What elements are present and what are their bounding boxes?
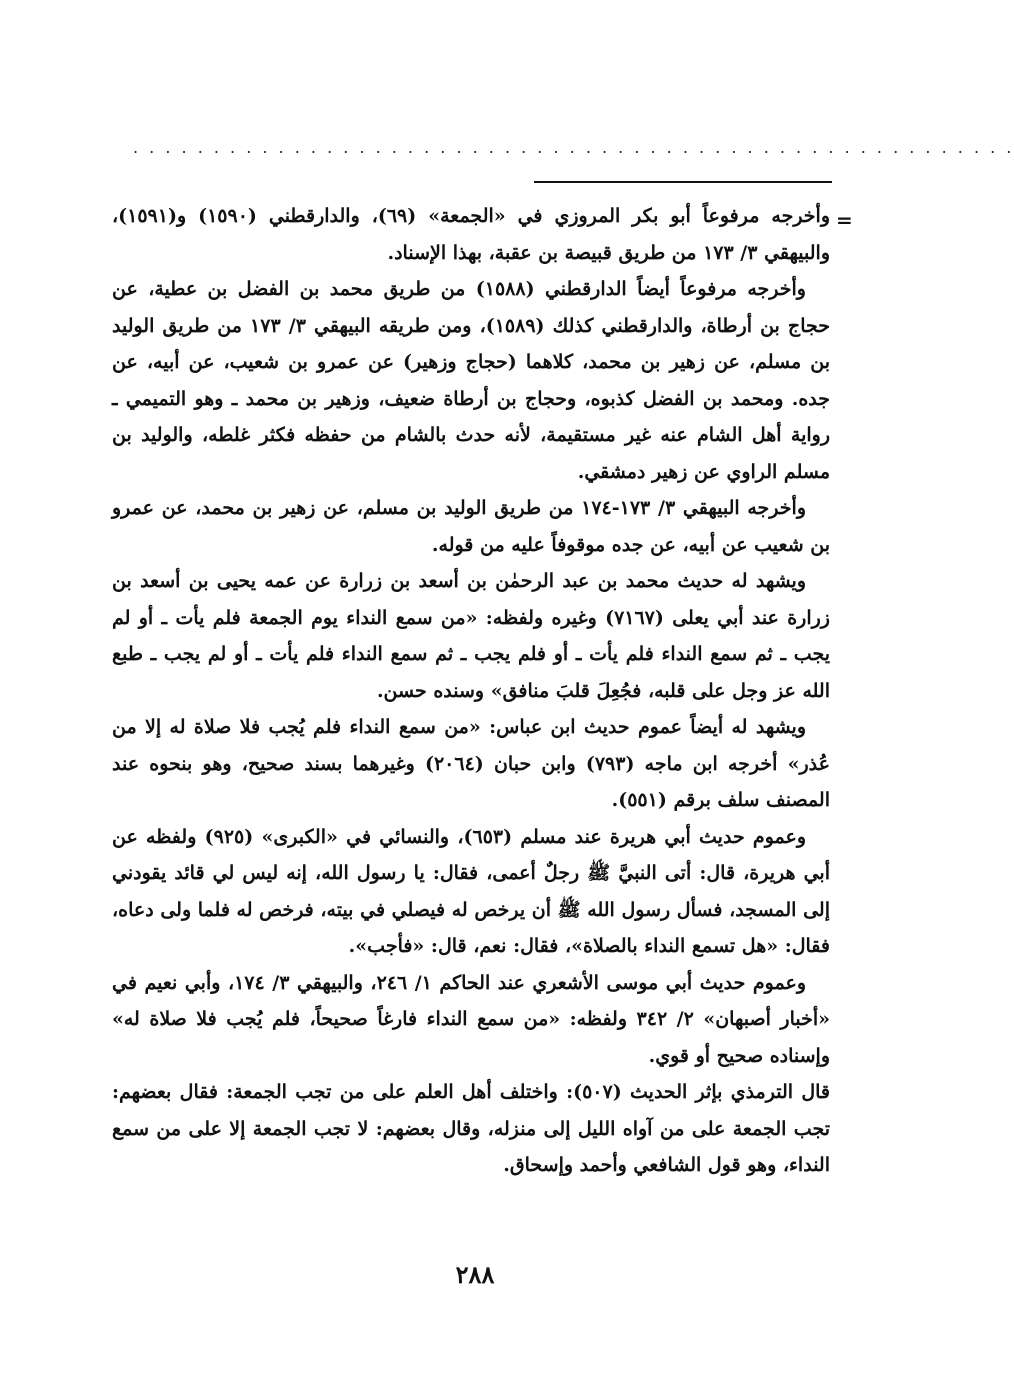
footnote-paragraph: وأخرجه البيهقي ٣/ ١٧٣-١٧٤ من طريق الوليد بن مسلم، عن زهير بن محمد، عن عمرو بن شعيب عن أبيه، عن جده موقوفاً عليه من قوله. [112,497,830,556]
footnote-paragraph: وأخرجه مرفوعاً أيضاً الدارقطني (١٥٨٨) من طريق محمد بن الفضل بن عطية، عن حجاج بن أرطاة، والدارقطني كذلك (١٥٨٩)، ومن طريقه البيهقي ٣/ ١٧٣ من طريق الوليد بن مسلم، عن زهير بن محمد، كلاهما (حجاج وزهير) عن عمرو بن شعيب، عن أبيه، عن جده. ومحمد بن الفضل كذبوه، وحجاج بن أرطاة ضعيف، وزهير بن محمد ـ وهو التميمي ـ رواية أهل الشام عنه غير مستقيمة، لأنه حدث بالشام من حفظه فكثر غلطه، والوليد بن مسلم الراوي عن زهير دمشقي. [112,278,830,483]
footnote-body [112,198,830,1184]
footnote-paragraph: ويشهد له أيضاً عموم حديث ابن عباس: «من سمع النداء فلم يُجب فلا صلاة له إلا من عُذر» أخرجه ابن ماجه (٧٩٣) وابن حبان (٢٠٦٤) وغيرهما بسند صحيح، وهو بنحوه عند المصنف سلف برقم (٥٥١). [112,716,830,811]
continuation-mark: = [836,208,853,232]
footnote-paragraph: وعموم حديث أبي موسى الأشعري عند الحاكم ١/ ٢٤٦، والبيهقي ٣/ ١٧٤، وأبي نعيم في «أخبار أصبهان» ٢/ ٣٤٢ ولفظه: «من سمع النداء فارغاً صحيحاً، فلم يُجب فلا صلاة له» وإسناده صحيح أو قوي. [112,971,830,1067]
footnote-rule [534,181,832,183]
footnote-paragraph: وأخرجه مرفوعاً أبو بكر المروزي في «الجمعة» (٦٩)، والدارقطني (١٥٩٠) و(١٥٩١)، والبيهقي ٣/ ١٧٣ من طريق قبيصة بن عقبة، بهذا الإسناد. [112,205,830,264]
footnote-paragraph: وعموم حديث أبي هريرة عند مسلم (٦٥٣)، والنسائي في «الكبرى» (٩٢٥) ولفظه عن أبي هريرة، قال: أتى النبيَّ ﷺ رجلٌ أعمى، فقال: يا رسول الله، إنه ليس لي قائد يقودني إلى المسجد، فسأل رسول الله ﷺ أن يرخص له فيصلي في بيته، فرخص له فلما ولى دعاه، فقال: «هل تسمع النداء بالصلاة»، فقال: نعم، قال: «فأجب». [112,825,830,957]
footnote-paragraph: ويشهد له حديث محمد بن عبد الرحمٰن بن أسعد بن زرارة عن عمه يحيى بن أسعد بن زرارة عند أبي يعلى (٧١٦٧) وغيره ولفظه: «من سمع النداء يوم الجمعة فلم يأت ـ أو لم يجب ـ ثم سمع النداء فلم يأت ـ أو فلم يجب ـ ثم سمع النداء فلم يأت ـ أو لم يجب ـ طبع الله عز وجل على قلبه، فجُعِلَ قلبَ منافق» وسنده حسن. [112,570,830,702]
dotted-separator: . . . . . . . . . . . . . . . . . . . . . . . . . . . . . . . . . . . . . . . . . . . . . . . . . . . . . . . [133,138,1014,157]
footnote-paragraph: قال الترمذي بإثر الحديث (٥٠٧): واختلف أهل العلم على من تجب الجمعة: فقال بعضهم: تجب الجمعة على من آواه الليل إلى منزله، وقال بعضهم: لا تجب الجمعة إلا على من سمع النداء، وهو قول الشافعي وأحمد وإسحاق. [112,1081,830,1176]
page-number: ٢٨٨ [455,1260,495,1289]
